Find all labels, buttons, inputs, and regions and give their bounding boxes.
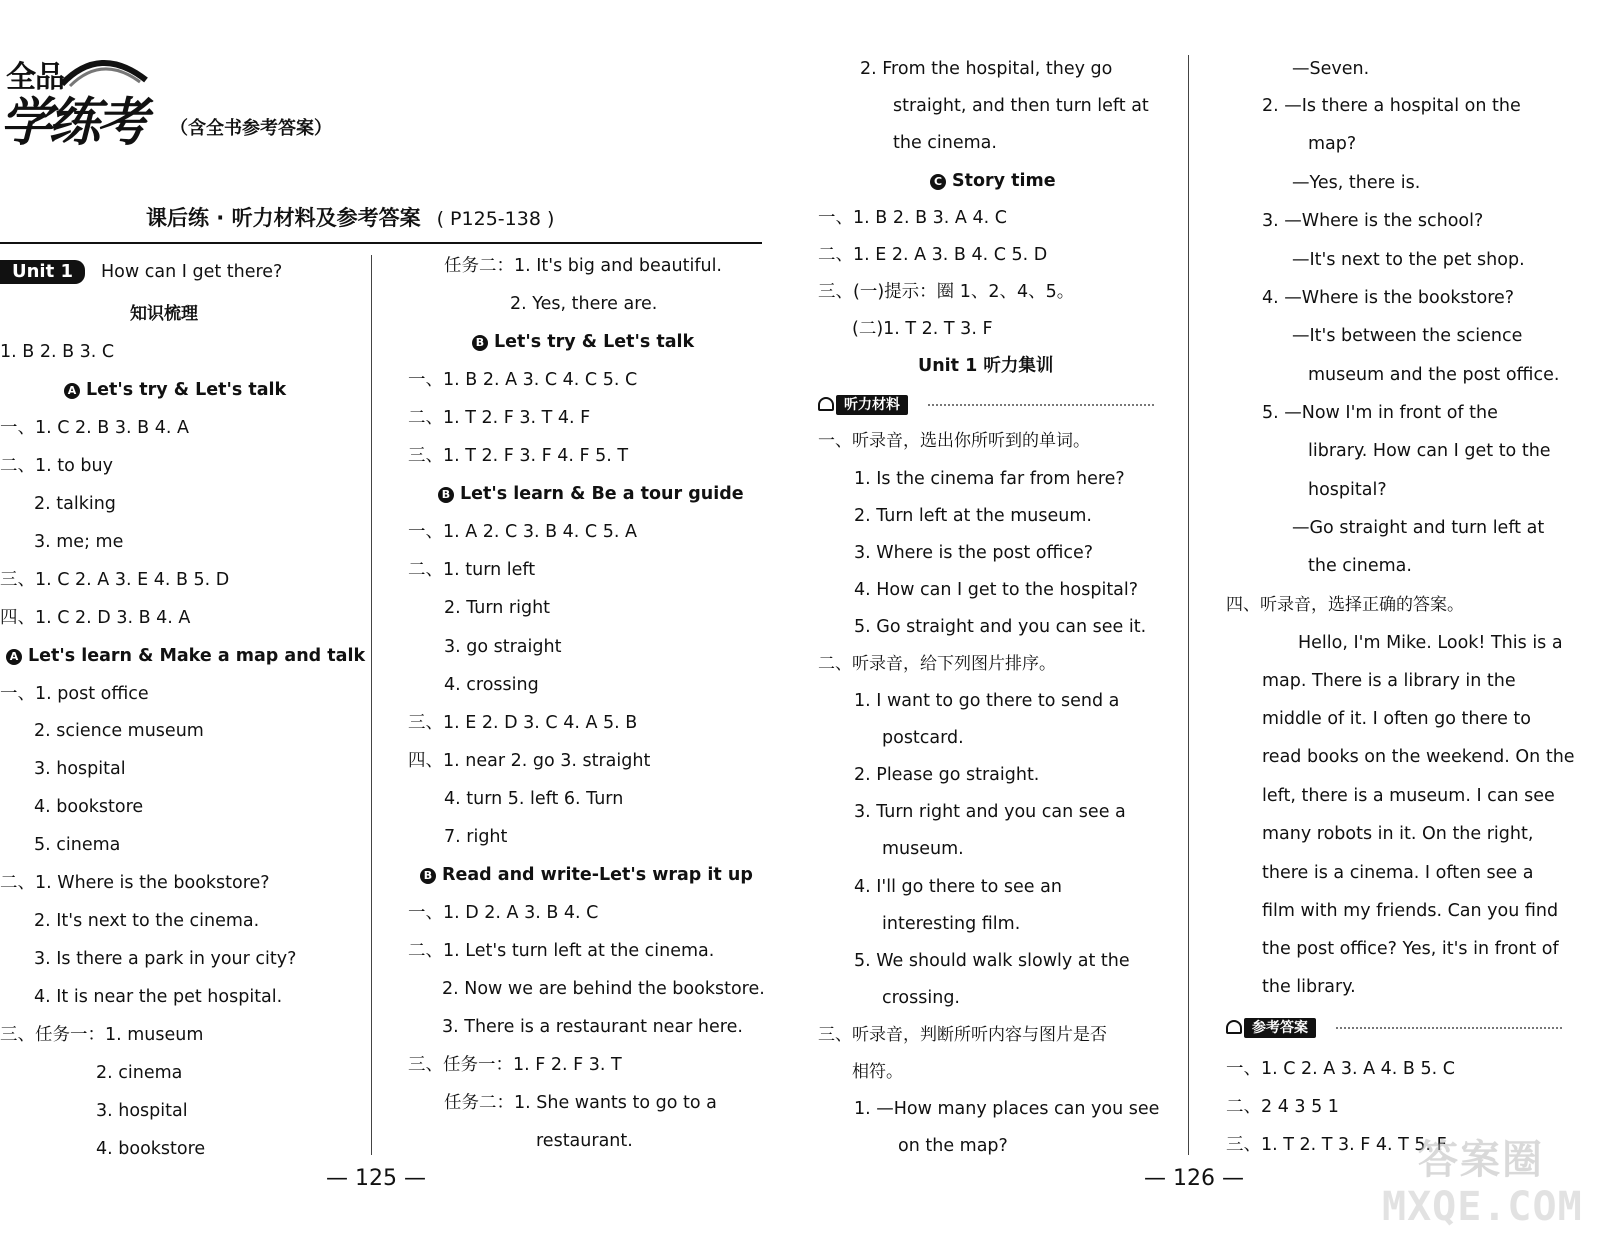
text-line-content: Unit 1 听力集训 (918, 356, 1054, 376)
text-line-content: 二、1. T 2. F 3. T 4. F (408, 408, 591, 429)
text-line (0, 683, 149, 705)
text-line (918, 355, 1053, 377)
text-line (96, 1138, 205, 1160)
text-line-content: Let's try & Let's talk (494, 332, 695, 353)
text-line-content: 3. Turn right and you can see a (854, 802, 1126, 822)
text-line (1308, 133, 1356, 155)
text-line (854, 690, 1119, 712)
text-line (1226, 594, 1464, 616)
text-line (893, 132, 997, 154)
text-line (1262, 210, 1483, 232)
text-line-content: the post office? Yes, it's in front of (1262, 939, 1559, 959)
text-line (818, 207, 1007, 229)
text-line-content: the cinema. (1308, 556, 1412, 576)
text-line (882, 838, 964, 860)
tag-listening-label: 听力材料 (836, 395, 908, 415)
text-line (408, 407, 590, 429)
text-line-content: 3. me; me (34, 531, 124, 552)
unit-title: How can I get there? (101, 262, 283, 282)
tag-answers-label: 参考答案 (1244, 1018, 1316, 1038)
text-line (854, 468, 1125, 490)
text-line (408, 521, 637, 543)
text-line (96, 1100, 188, 1122)
text-line-content: museum. (882, 839, 964, 859)
text-line-content: 1. Is the cinema far from here? (854, 469, 1125, 489)
text-line-content: 一、1. B 2. B 3. A 4. C (818, 208, 1007, 228)
section-a-icon: A (64, 383, 80, 399)
text-line (854, 876, 1062, 898)
tag-answers (1226, 1017, 1562, 1039)
text-line-content: museum and the post office. (1308, 365, 1560, 385)
text-line-content: 5. We should walk slowly at the (854, 951, 1130, 971)
text-line-content: 2. Please go straight. (854, 765, 1040, 785)
text-line-content: 三、任务一：1. museum (0, 1025, 204, 1046)
text-line (1262, 976, 1356, 998)
text-line-content: 1. —How many places can you see (854, 1099, 1160, 1119)
text-line-content: 三、(一)提示：圈 1、2、4、5。 (818, 282, 1075, 302)
text-line-content: many robots in it. On the right, (1262, 824, 1534, 844)
text-line (444, 674, 539, 696)
page-number-right: — 126 — (1144, 1166, 1244, 1191)
text-line-content: 三、听录音，判断所听内容与图片是否 (818, 1025, 1107, 1045)
text-line-content: 3. hospital (34, 759, 126, 780)
text-line-content: interesting film. (882, 914, 1021, 934)
text-line (1262, 900, 1558, 922)
text-line-content: the cinema. (893, 133, 997, 153)
text-line (96, 1062, 182, 1084)
unit-badge: Unit 1 (0, 260, 85, 284)
text-line (882, 987, 960, 1009)
text-line-content: —Seven. (1292, 59, 1370, 79)
text-line (882, 727, 964, 749)
text-line-content: 2. Yes, there are. (510, 294, 658, 315)
text-line (1262, 862, 1533, 884)
text-line-content: 二、听录音，给下列图片排序。 (818, 654, 1056, 674)
text-line (852, 1061, 903, 1083)
text-line (444, 636, 561, 658)
text-line-content: 4. turn 5. left 6. Turn (444, 788, 624, 809)
text-line (34, 796, 143, 818)
text-line-content: postcard. (882, 728, 964, 748)
text-line (1308, 555, 1412, 577)
text-line (893, 95, 1149, 117)
book-icon (1226, 1020, 1242, 1034)
text-line (34, 910, 259, 932)
text-line (34, 493, 116, 515)
text-line-content: Let's learn & Make a map and talk (28, 645, 366, 666)
section-b-icon: B (420, 868, 436, 884)
text-line (536, 1130, 633, 1152)
text-line (898, 1135, 1008, 1157)
text-line (408, 559, 535, 581)
text-line-content: read books on the weekend. On the (1262, 747, 1575, 767)
text-line (1292, 249, 1525, 271)
text-line (852, 318, 993, 340)
text-line (64, 379, 286, 401)
text-line-content: 三、1. T 2. T 3. F 4. T 5. F (1226, 1135, 1447, 1155)
text-line (1262, 938, 1559, 960)
text-line-content: 3. go straight (444, 636, 562, 657)
text-line-content: (二)1. T 2. T 3. F (852, 319, 993, 339)
text-line-content: 2. talking (34, 493, 116, 514)
text-line (34, 834, 120, 856)
text-line-content: 1. I want to go there to send a (854, 691, 1120, 711)
tag-listening (818, 394, 1154, 416)
text-line (442, 978, 765, 1000)
text-line (818, 653, 1056, 675)
text-line (34, 986, 282, 1008)
text-line-content: 4. It is near the pet hospital. (34, 987, 283, 1008)
text-line-content: 一、1. A 2. C 3. B 4. C 5. A (408, 522, 637, 543)
text-line-content: 任务二：1. She wants to go to a (444, 1093, 717, 1114)
text-line-content: 相符。 (852, 1062, 903, 1082)
text-line-content: Story time (952, 171, 1056, 191)
text-line-content: 二、1. Where is the bookstore? (0, 873, 270, 894)
text-line (34, 531, 123, 553)
text-line-content: 一、听录音，选出你所听到的单词。 (818, 431, 1090, 451)
text-line-content: 2. It's next to the cinema. (34, 911, 260, 932)
text-line (408, 940, 714, 962)
text-line-content: 2. Turn right (444, 598, 551, 619)
text-line-content: 5. —Now I'm in front of the (1262, 403, 1498, 423)
text-line (818, 244, 1047, 266)
text-line-content: 4. bookstore (96, 1138, 206, 1159)
text-line (1292, 517, 1544, 539)
section-c-icon: C (930, 174, 946, 190)
text-line-content: 4. I'll go there to see an (854, 877, 1062, 897)
section-title (146, 202, 554, 232)
text-line-content: —Go straight and turn left at (1292, 518, 1545, 538)
text-line (408, 712, 637, 734)
text-line (1262, 785, 1555, 807)
text-line (420, 864, 753, 886)
text-line-content: 2. —Is there a hospital on the (1262, 96, 1521, 116)
text-line (1262, 746, 1575, 768)
text-line (408, 750, 650, 772)
column-divider-right (1188, 55, 1189, 1155)
text-line-content: 3. —Where is the school? (1262, 211, 1484, 231)
text-line-content: 三、1. C 2. A 3. E 4. B 5. D (0, 569, 230, 590)
text-line (0, 341, 114, 363)
text-line (818, 1024, 1107, 1046)
text-line-content: 知识梳理 (130, 304, 198, 324)
section-rule (0, 242, 762, 244)
text-line (854, 579, 1138, 601)
text-line (444, 826, 507, 848)
text-line-content: —Yes, there is. (1292, 173, 1421, 193)
text-line (1262, 287, 1514, 309)
text-line (854, 1098, 1159, 1120)
text-line-content: Let's try & Let's talk (86, 379, 287, 400)
headphones-icon (818, 397, 834, 411)
text-line (130, 303, 198, 325)
text-line (34, 948, 296, 970)
text-line-content: on the map? (898, 1136, 1008, 1156)
text-line-content: —It's next to the pet shop. (1292, 250, 1525, 270)
text-line-content: 三、1. E 2. D 3. C 4. A 5. B (408, 712, 638, 733)
text-line-content: 二、1. E 2. A 3. B 4. C 5. D (818, 245, 1048, 265)
text-line-content: 2. Turn left at the museum. (854, 506, 1092, 526)
text-line-content: there is a cinema. I often see a (1262, 863, 1534, 883)
text-line (1308, 479, 1387, 501)
brand-small: 全品 (6, 60, 64, 95)
text-line (444, 1092, 717, 1114)
page-number-left: — 125 — (326, 1166, 426, 1191)
text-line-content: 1. B 2. B 3. C (0, 341, 115, 362)
section-page-range: ( P125-138 ) (436, 208, 555, 230)
text-line (1292, 325, 1522, 347)
text-line-content: 2. cinema (96, 1063, 183, 1083)
text-line (854, 505, 1092, 527)
text-line (1262, 823, 1533, 845)
text-line-content: Let's learn & Be a tour guide (460, 484, 744, 505)
text-line (854, 764, 1039, 786)
text-line-content: 一、1. C 2. B 3. B 4. A (0, 417, 189, 438)
text-line-content: hospital? (1308, 480, 1387, 500)
text-line (0, 607, 190, 629)
text-line (854, 950, 1130, 972)
text-line (408, 1054, 622, 1076)
text-line (472, 331, 694, 353)
text-line-content: map. There is a library in the (1262, 671, 1516, 691)
text-line-content: crossing. (882, 988, 960, 1008)
text-line (0, 417, 189, 439)
text-line-content: 4. How can I get to the hospital? (854, 580, 1139, 600)
text-line-content: restaurant. (536, 1131, 633, 1152)
watermark (1378, 1128, 1598, 1238)
text-line-content: library. How can I get to the (1308, 441, 1551, 461)
text-line (818, 281, 1074, 303)
text-line (1262, 95, 1521, 117)
text-line (408, 445, 628, 467)
text-line (408, 369, 637, 391)
text-line-content: 任务二：1. It's big and beautiful. (444, 256, 722, 276)
text-line-content: 3. There is a restaurant near here. (442, 1017, 743, 1037)
text-line-content: film with my friends. Can you find (1262, 901, 1559, 921)
text-line (1308, 364, 1559, 386)
text-line (6, 645, 365, 667)
text-line-content: 2. science museum (34, 721, 204, 742)
text-line (0, 455, 113, 477)
watermark-bottom: MXQE.COM (1382, 1184, 1583, 1230)
unit-header (0, 260, 282, 284)
text-line (1262, 402, 1498, 424)
text-line (930, 170, 1056, 192)
text-line-content: 4. bookstore (34, 797, 144, 818)
text-line (854, 616, 1146, 638)
text-line-content: 二、1. turn left (408, 560, 536, 581)
text-line (0, 872, 270, 894)
text-line (1226, 1058, 1455, 1080)
watermark-top: 答案圈 (1418, 1137, 1544, 1183)
text-line (1226, 1096, 1339, 1118)
text-line-content: 三、任务一：1. F 2. F 3. T (408, 1055, 622, 1076)
text-line-content: 四、1. C 2. D 3. B 4. A (0, 607, 191, 628)
section-b-icon: B (438, 487, 454, 503)
text-line (1262, 670, 1516, 692)
text-line-content: left, there is a museum. I can see (1262, 786, 1555, 806)
text-line (34, 720, 204, 742)
section-b-icon: B (472, 335, 488, 351)
text-line (1292, 172, 1420, 194)
brand-big: 学练考 (0, 93, 145, 153)
text-line-content: 4. —Where is the bookstore? (1262, 288, 1515, 308)
text-line-content: map? (1308, 134, 1357, 154)
text-line-content: 3. hospital (96, 1100, 188, 1121)
text-line (0, 569, 229, 591)
text-line (1298, 632, 1563, 654)
text-line (34, 758, 126, 780)
text-line (854, 801, 1126, 823)
text-line (860, 58, 1112, 80)
text-line-content: 四、听录音，选择正确的答案。 (1226, 595, 1464, 615)
section-a-icon: A (6, 649, 22, 665)
text-line-content: 一、1. post office (0, 683, 149, 704)
text-line-content: 二、1. Let's turn left at the cinema. (408, 940, 715, 961)
text-line-content: 2. Now we are behind the bookstore. (442, 978, 765, 999)
text-line (444, 788, 623, 810)
text-line-content: middle of it. I often go there to (1262, 709, 1531, 729)
text-line-content: straight, and then turn left at (893, 96, 1149, 116)
text-line (818, 430, 1090, 452)
text-line-content: 5. cinema (34, 835, 121, 856)
text-line (1262, 708, 1531, 730)
text-line-content: 三、1. T 2. F 3. F 4. F 5. T (408, 446, 629, 467)
column-divider-left (371, 255, 372, 1155)
tag-answers-dots (1336, 1027, 1562, 1029)
text-line (510, 293, 657, 315)
text-line-content: 3. Is there a park in your city? (34, 949, 297, 970)
text-line-content: 一、1. D 2. A 3. B 4. C (408, 902, 599, 923)
text-line (442, 1016, 743, 1038)
text-line-content: 4. crossing (444, 674, 539, 695)
text-line (1308, 440, 1551, 462)
text-line-content: 一、1. B 2. A 3. C 4. C 5. C (408, 370, 638, 391)
text-line (882, 913, 1020, 935)
text-line (444, 255, 722, 277)
text-line-content: the library. (1262, 977, 1356, 997)
tag-listening-dots (928, 404, 1154, 406)
text-line-content: 7. right (444, 826, 508, 847)
brand-note: （含全书参考答案） (170, 118, 332, 139)
text-line-content: —It's between the science (1292, 326, 1523, 346)
text-line-content: 四、1. near 2. go 3. straight (408, 750, 651, 771)
text-line (1292, 58, 1369, 80)
text-line (0, 1024, 203, 1046)
text-line-content: 二、2 4 3 5 1 (1226, 1097, 1339, 1117)
text-line-content: Read and write-Let's wrap it up (442, 864, 753, 885)
text-line (408, 902, 598, 924)
text-line-content: 2. From the hospital, they go (860, 59, 1113, 79)
text-line-content: Hello, I'm Mike. Look! This is a (1298, 633, 1563, 653)
text-line-content: 一、1. C 2. A 3. A 4. B 5. C (1226, 1059, 1455, 1079)
text-line-content: 二、1. to buy (0, 455, 113, 476)
text-line-content: 5. Go straight and you can see it. (854, 617, 1147, 637)
section-title-text: 课后练 · 听力材料及参考答案 (146, 206, 421, 230)
text-line (854, 542, 1093, 564)
text-line-content: 3. Where is the post office? (854, 543, 1094, 563)
brand-logo (0, 50, 360, 160)
text-line (444, 597, 550, 619)
text-line (438, 483, 744, 505)
